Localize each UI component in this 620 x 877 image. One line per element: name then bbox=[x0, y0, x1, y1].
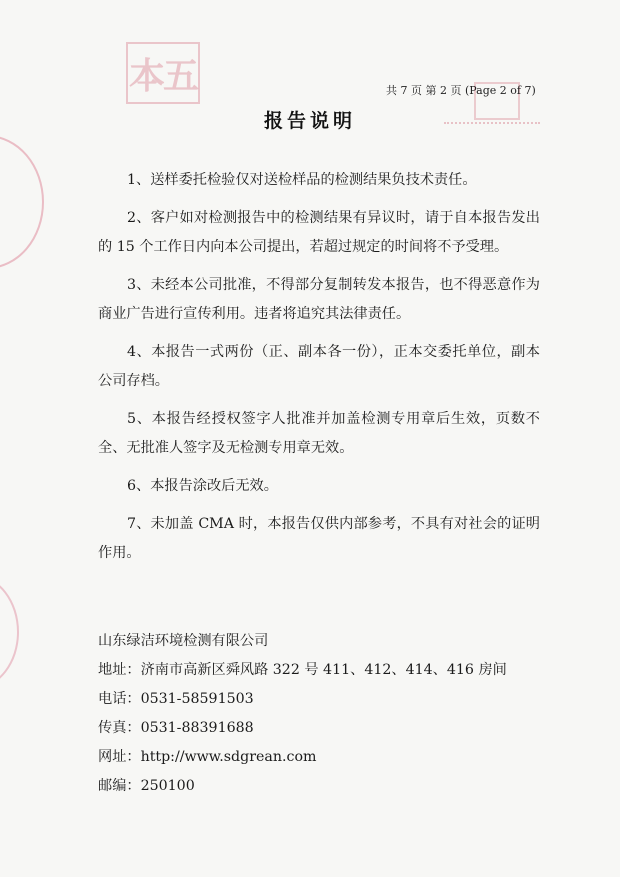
page-indicator: 共 7 页 第 2 页 (Page 2 of 7) bbox=[386, 84, 536, 97]
company-postcode: 邮编：250100 bbox=[98, 778, 195, 794]
contact-block bbox=[98, 627, 558, 801]
company-phone: 电话：0531-58591503 bbox=[98, 691, 254, 707]
red-seal-top bbox=[126, 42, 200, 104]
term-item-4: 4、本报告一式两份（正、副本各一份），正本交委托单位，副本公司存档。 bbox=[98, 344, 540, 389]
red-seal-left-top bbox=[0, 135, 44, 269]
term-item-5: 5、本报告经授权签字人批准并加盖检测专用章后生效，页数不全、无批准人签字及无检测专用章无效。 bbox=[98, 411, 540, 456]
term-item-2: 2、客户如对检测报告中的检测结果有异议时，请于自本报告发出的 15 个工作日内向本公司提出，若超过规定的时间将不予受理。 bbox=[98, 210, 540, 255]
term-item-6: 6、本报告涂改后无效。 bbox=[127, 478, 278, 494]
red-seal-left-middle bbox=[0, 575, 19, 689]
term-item-1: 1、送样委托检验仅对送检样品的检测结果负技术责任。 bbox=[127, 172, 477, 188]
company-name: 山东绿洁环境检测有限公司 bbox=[98, 633, 269, 649]
company-address: 地址：济南市高新区舜风路 322 号 411、412、414、416 房间 bbox=[98, 662, 507, 678]
term-item-3: 3、未经本公司批准，不得部分复制转发本报告，也不得恶意作为商业广告进行宣传利用。违者将追究其法律责任。 bbox=[98, 277, 540, 322]
seal-text: 本五 bbox=[128, 55, 197, 97]
company-fax: 传真：0531-88391688 bbox=[98, 720, 254, 736]
term-item-7: 7、未加盖 CMA 时，本报告仅供内部参考，不具有对社会的证明作用。 bbox=[98, 516, 540, 561]
company-website: 网址：http://www.sdgrean.com bbox=[98, 749, 317, 765]
terms-list bbox=[98, 166, 540, 577]
page-title: 报告说明 bbox=[263, 110, 356, 132]
